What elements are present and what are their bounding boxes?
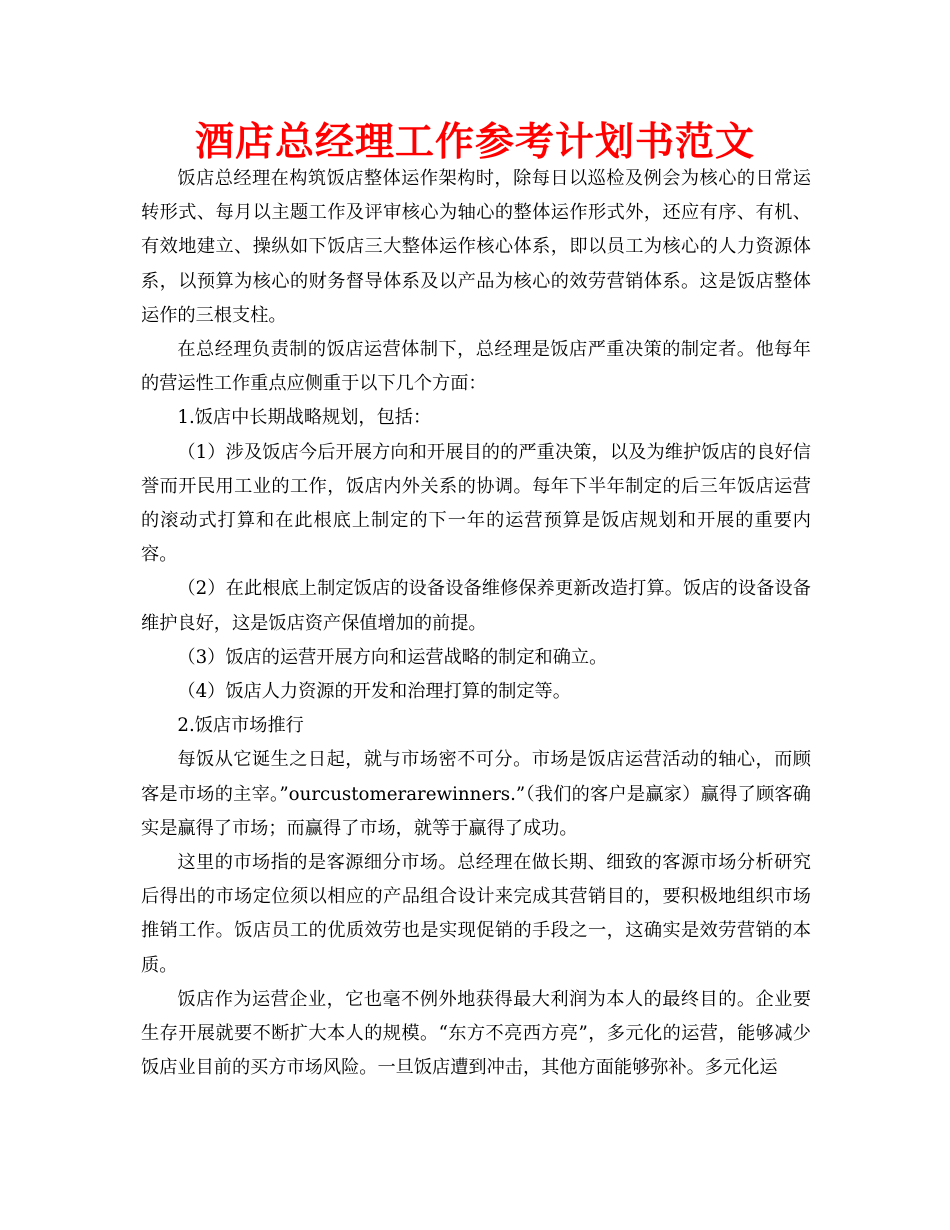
paragraph-gm-responsibility: 在总经理负责制的饭店运营体制下，总经理是饭店严重决策的制定者。他每年的营运性工作重点应侧重于以下几个方面： [141,339,811,395]
list-item-2: （2）在此根底上制定饭店的设备设备维修保养更新改造打算。饭店的设备设备维护良好，这是饭店资产保值增加的前提。 [141,578,811,634]
paragraph-intro: 饭店总经理在构筑饭店整体运作架构时，除每日以巡检及例会为核心的日常运转形式、每月以主题工作及评审核心为轴心的整体运作形式外，还应有序、有机、有效地建立、操纵如下饭店三大整体运作核心体系，即以员工为核心的人力资源体系，以预算为核心的财务督导体系及以产品为核心的效劳营销体系。这是饭店整体运作的三根支柱。 [141,168,811,326]
paragraph-diversification: 饭店作为运营企业，它也毫不例外地获得最大利润为本人的最终目的。企业要生存开展就要不断扩大本人的规模。“东方不亮西方亮”，多元化的运营，能够减少饭店业目前的买方市场风险。一旦饭店遭到冲击，其他方面能够弥补。多元化运 [141,988,811,1079]
list-item-1: （1）涉及饭店今后开展方向和开展目的的严重决策，以及为维护饭店的良好信誉而开民用工业的工作，饭店内外关系的协调。每年下半年制定的后三年饭店运营的滚动式打算和在此根底上制定的下一年的运营预算是饭店规划和开展的重要内容。 [141,441,811,566]
section-heading-marketing: 2.饭店市场推行 [177,715,304,737]
list-item-3: （3）饭店的运营开展方向和运营战略的制定和确立。 [177,646,608,668]
section-heading-strategy: 1.饭店中长期战略规划，包括： [177,407,432,429]
document-body [141,162,811,1085]
paragraph-market: 每饭从它诞生之日起，就与市场密不可分。市场是饭店运营活动的轴心，而顾客是市场的主宰。”ourcustomerarewinners.”（我们的客户是赢家）赢得了顾客确实是赢得了市场；而赢得了市场，就等于赢得了成功。 [141,749,811,839]
paragraph-segment-market: 这里的市场指的是客源细分市场。总经理在做长期、细致的客源市场分析研究后得出的市场定位须以相应的产品组合设计来完成其营销目的，要积极地组织市场推销工作。饭店员工的优质效劳也是实现促销的手段之一，这确实是效劳营销的本质。 [141,852,811,976]
list-item-4: （4）饭店人力资源的开发和治理打算的制定等。 [177,681,571,703]
document-title: 酒店总经理工作参考计划书范文 [194,120,755,165]
